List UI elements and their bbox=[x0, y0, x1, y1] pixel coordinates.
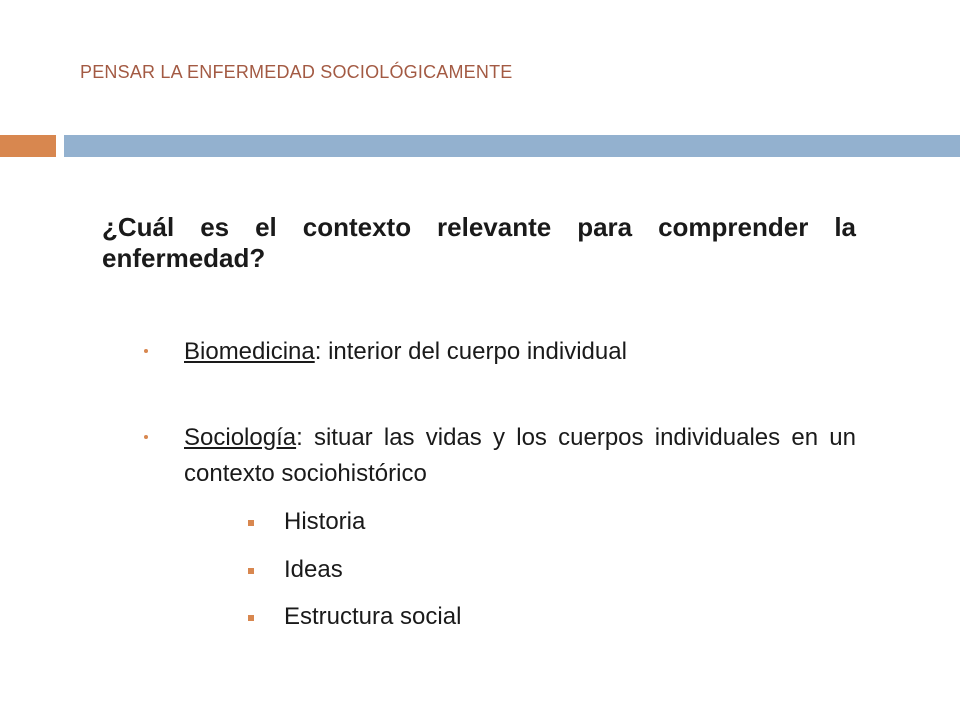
bullet-term: Biomedicina bbox=[184, 338, 315, 365]
bullet-dot-icon bbox=[144, 435, 148, 439]
bullet-dot-icon bbox=[144, 349, 148, 353]
square-bullet-icon bbox=[248, 568, 254, 574]
title-rule-bar bbox=[64, 135, 960, 157]
bullet-body bbox=[184, 334, 856, 370]
title-rule-accent bbox=[0, 135, 56, 157]
bullet-biomedicina bbox=[144, 334, 856, 370]
subitem-label: Ideas bbox=[284, 556, 343, 583]
slide-title: PENSAR LA ENFERMEDAD SOCIOLÓGICAMENTE bbox=[80, 62, 513, 82]
subitem-label: Estructura social bbox=[284, 603, 462, 630]
bullet-text: : interior del cuerpo individual bbox=[314, 338, 627, 365]
subitem-label: Historia bbox=[284, 508, 366, 535]
bullet-sociologia bbox=[144, 420, 856, 492]
subitem-estructura-social bbox=[248, 602, 461, 632]
subitem-historia bbox=[248, 507, 365, 537]
square-bullet-icon bbox=[248, 520, 254, 526]
subitem-ideas bbox=[248, 555, 343, 585]
bullet-term: Sociología bbox=[184, 424, 297, 451]
bullet-body bbox=[184, 420, 856, 492]
slide-question: ¿Cuál es el contexto relevante para comprender la enfermedad? bbox=[102, 212, 856, 273]
square-bullet-icon bbox=[248, 615, 254, 621]
bullet-text: : situar las vidas y los cuerpos individuales en un contexto sociohistórico bbox=[184, 424, 856, 487]
